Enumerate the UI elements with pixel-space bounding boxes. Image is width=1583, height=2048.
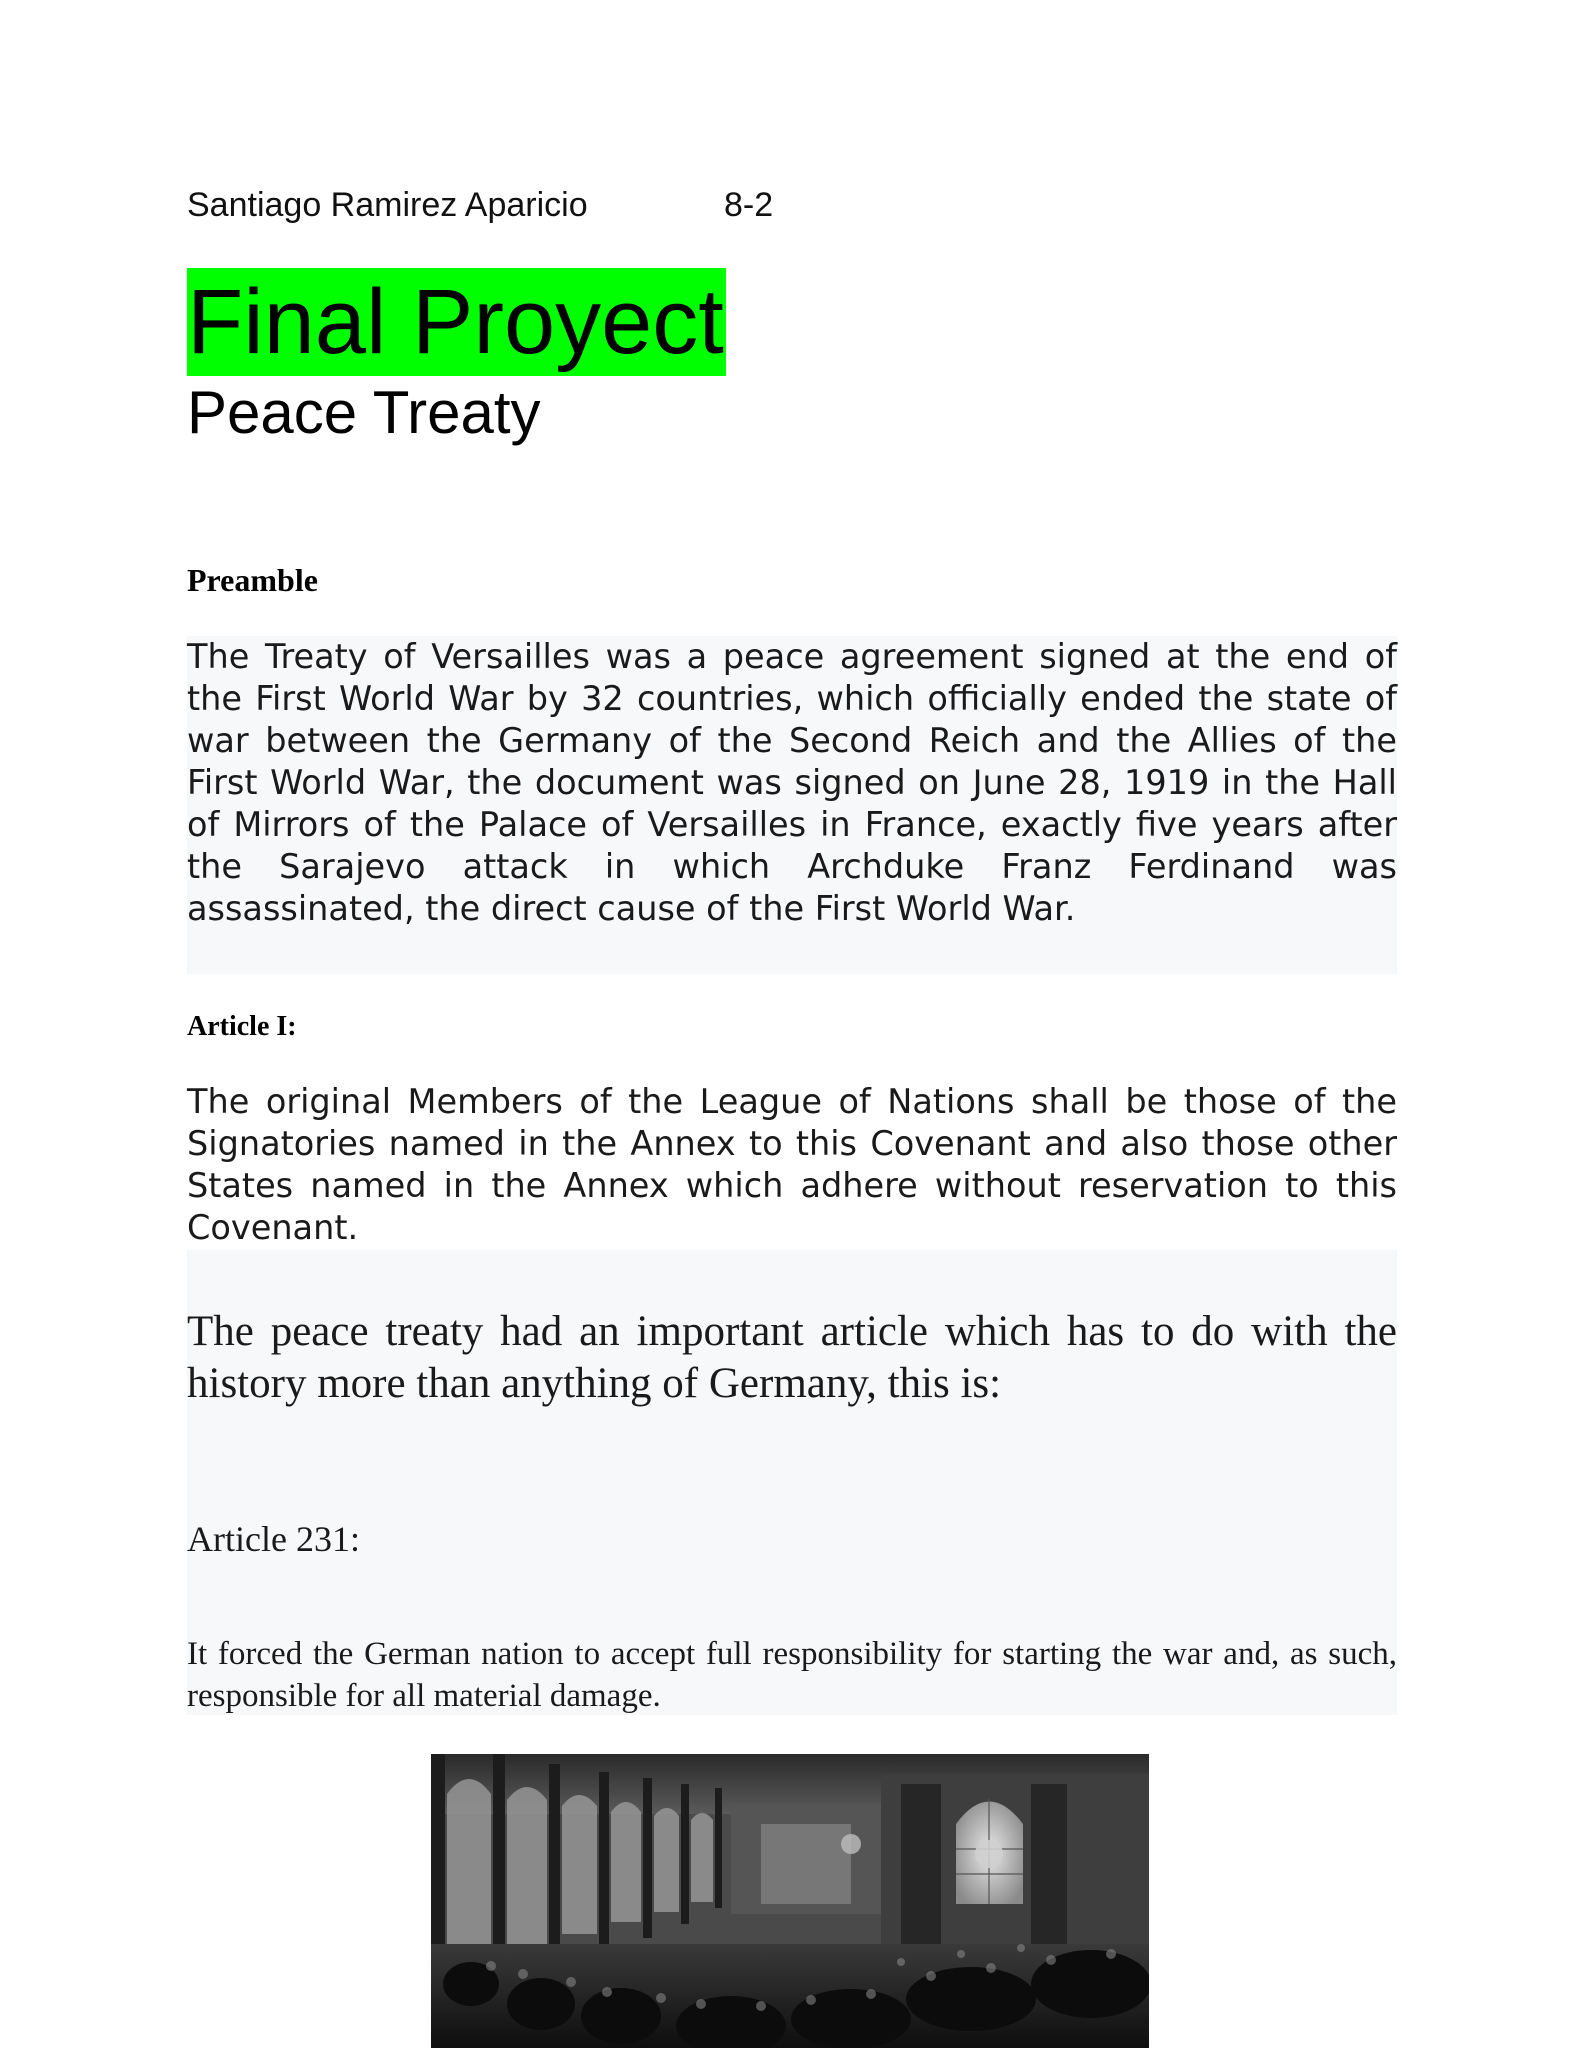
document-subtitle: Peace Treaty	[187, 379, 541, 446]
class-grade: 8-2	[724, 186, 774, 224]
hall-of-mirrors-photo	[431, 1754, 1149, 2048]
document-title: Final Proyect	[187, 268, 726, 376]
important-article-intro: The peace treaty had an important article which has to do with the history more than anything of Germany, this is:	[187, 1308, 1397, 1407]
article-1-heading: Article I:	[187, 1011, 297, 1042]
article-1-text: The original Members of the League of Nations shall be those of the Signatories named in the Annex to this Covenant and also those other States named in the Annex which adhere without reservation to this Covenant.	[187, 1082, 1397, 1247]
author-line	[187, 186, 774, 225]
preamble-text: The Treaty of Versailles was a peace agreement signed at the end of the First World War by 32 countries, which officially ended the state of war between the Germany of the Second Reich and the Allies of the First World War, the document was signed on June 28, 1919 in the Hall of Mirrors of the Palace of Versailles in France, exactly five years after the Sarajevo attack in which Archduke Franz Ferdinand was assassinated, the direct cause of the First World War.	[187, 637, 1397, 928]
author-name: Santiago Ramirez Aparicio	[187, 186, 588, 224]
preamble-heading: Preamble	[187, 562, 318, 598]
article-231-label: Article 231:	[187, 1519, 360, 1559]
article-231-text: It forced the German nation to accept full responsibility for starting the war and, as such, responsible for all material damage.	[187, 1636, 1397, 1714]
